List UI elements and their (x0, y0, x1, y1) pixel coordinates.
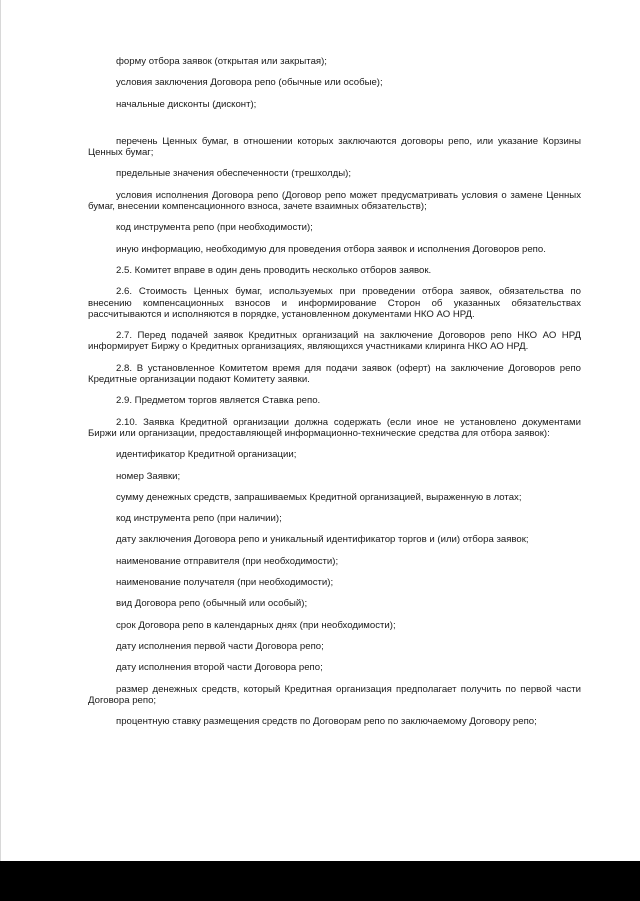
document-body (88, 56, 581, 737)
list-item-instrument-code: код инструмента репо (при наличии); (116, 513, 282, 525)
scan-bottom-border (0, 861, 640, 901)
list-item-repo-term: срок Договора репо в календарных днях (при необходимости); (116, 619, 396, 631)
list-item-order-number: номер Заявки; (116, 470, 181, 482)
paragraph-2-10: 2.10. Заявка Кредитной организации должна содержать (если иное не установлено документами Биржи или организации, предоставляющей информационно-технические средства для отбора заявок): (88, 416, 581, 439)
paragraph-execution-conditions: условия исполнения Договора репо (Договор репо может предусматривать условия о замене Ценных бумаг, внесении компенсационного взноса, зачете взаимных обязательств); (88, 189, 581, 213)
paragraph-securities-list: перечень Ценных бумаг, в отношении которых заключаются договоры репо, или указание Корзины Ценных бумаг; (88, 135, 581, 159)
paragraph-instrument-code: код инструмента репо (при необходимости); (116, 222, 313, 234)
list-item-amount: сумму денежных средств, запрашиваемых Кредитной организацией, выраженную в лотах; (116, 491, 522, 503)
list-item-sender-name: наименование отправителя (при необходимости); (116, 555, 339, 567)
paragraph-initial-discounts: начальные дисконты (дисконт); (116, 98, 257, 110)
list-item-first-leg-date: дату исполнения первой части Договора репо; (116, 640, 324, 652)
list-item-conclusion-date: дату заключения Договора репо и уникальный идентификатор торгов и (или) отбора заявок; (116, 534, 529, 546)
scan-edge (0, 0, 1, 861)
list-item-second-leg-date: дату исполнения второй части Договора репо; (116, 662, 323, 674)
paragraph-selection-form: форму отбора заявок (открытая или закрытая); (116, 56, 327, 67)
paragraph-other-info: иную информацию, необходимую для проведения отбора заявок и исполнения Договоров репо. (116, 243, 546, 255)
list-item-org-id: идентификатор Кредитной организации; (116, 449, 297, 461)
paragraph-thresholds: предельные значения обеспеченности (трешхолды); (116, 168, 352, 180)
paragraph-2-5: 2.5. Комитет вправе в один день проводить несколько отборов заявок. (116, 264, 432, 276)
paragraph-2-6: 2.6. Стоимость Ценных бумаг, используемых при проведении отбора заявок, обязательства по внесению компенсационных взносов и информирование Сторон об указанных обязательствах рассчитываются и исполняются в порядке, установленном документами НКО АО НРД. (88, 286, 581, 320)
paragraph-2-8: 2.8. В установленное Комитетом время для подачи заявок (оферт) на заключение Договоров репо Кредитные организации подают Комитету заявки. (88, 362, 581, 386)
list-item-interest-rate: процентную ставку размещения средств по Договорам репо по заключаемому Договору репо; (116, 716, 537, 728)
paragraph-repo-conditions: условия заключения Договора репо (обычные или особые); (116, 77, 383, 89)
list-item-repo-type: вид Договора репо (обычный или особый); (116, 598, 308, 610)
paragraph-2-9: 2.9. Предметом торгов является Ставка репо. (116, 395, 321, 407)
list-item-first-leg-amount: размер денежных средств, который Кредитная организация предполагает получить по первой части Договора репо; (88, 683, 581, 706)
paragraph-2-7: 2.7. Перед подачей заявок Кредитных организаций на заключение Договоров репо НКО АО НРД информирует Биржу о Кредитных организациях, являющихся участниками клиринга НКО АО НРД. (88, 330, 581, 353)
list-item-recipient-name: наименование получателя (при необходимости); (116, 577, 334, 589)
